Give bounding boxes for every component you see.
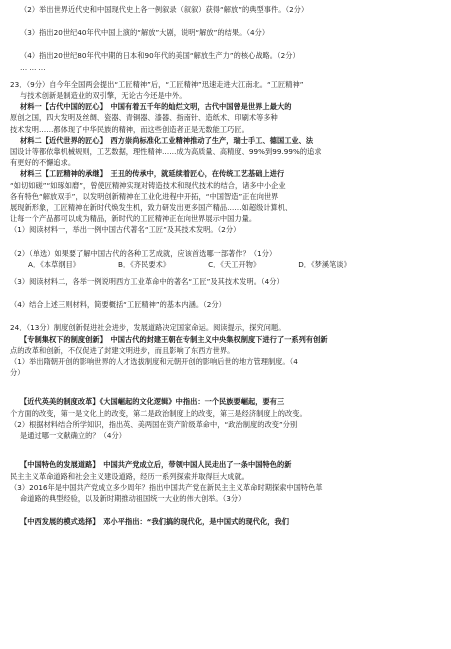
q23-part3: （3）阅读材料二，各举一例说明西方工业革命中的著名“工匠”及其技术发明。（4分） [10,277,284,287]
q24-part1-cont: 分） [10,368,25,378]
q24-part3: （3）2016年是中国共产党成立多少周年？指出中国共产党在新民主主义革命时期探索中国特色革 [10,482,323,492]
q23-material2-l2: 国设计等都依靠机械规则，工艺数据，理性精神……成为高质量、高精度、99%到99.99%的追求 [10,147,322,157]
q24-part3-cont: 命道路的典型经验，以及新时期推动祖国统一大业的伟大创举。（3分） [20,493,246,503]
q23-material2: 材料二【近代世界的匠心】 西方崇尚标准化工业精神推动了生产，瑞士手工、德国工业、法 [20,135,314,145]
q24-section2-l2: 个方面的改变，第一是文化上的改变，第二是政治制度上的改变，第三是经济制度上的改变。 [10,408,307,418]
q23-material1-l3: 技术发明……都体现了中华民族的精神，而这些创造者正是无数能工巧匠。 [10,124,249,134]
q24-section1-l2: 点的改革和创新，不仅促进了封建文明进步，而且影响了东西方世界。 [10,345,235,355]
q22-part3: （3）指出20世纪40年代中国上演的“解放”大剧，说明“解放”的结果。（4分） [20,28,270,38]
q23-material3-l3: 各有特色“解放双手”，以发明创新精神在工业化进程中开拓，“中国智造”正在向世界 [10,191,279,201]
option-d: D．《梦溪笔谈》 [298,259,351,269]
q24-part1: （1）举出隋朝开创的影响世界的人才选拔制度和元朝开创的影响后世的地方管理制度。（4 [10,357,298,367]
option-b: B．《齐民要术》 [118,259,171,269]
q24-section3-l2: 民主主义革命道路和社会主义建设道路，经历一系列探索并取得巨大成就。 [10,471,249,481]
q23-part1: （1）阅读材料一，举出一例中国古代著名“工匠”及其技术发明。（2分） [10,225,241,235]
q23-stem: 23．（9分）自今年全国两会提出“工匠精神”后，“工匠精神”迅速走进大江南北。“工匠精神” [10,79,304,89]
option-a: A．《本草纲目》 [28,259,81,269]
q23-material3-l2: “如切如磋”“如琢如磨”，曾使匠精神实现对铸造技术和现代技术的结合，诸多中小企业 [10,180,286,190]
q22-part2: （2）举出世界近代史和中国现代史上各一例叙录（叙叙）获得“解放”的典型事件。（2分） [20,5,309,14]
ellipsis-mark: ……… [20,62,48,72]
q24-part2-cont: 是通过哪一文献确立的？（4分） [20,431,126,441]
q23-options [10,259,445,270]
q23-material3-l5: 让每一个产品都可以成为精品，新时代的工匠精神正在向世界展示中国力量。 [10,214,257,224]
q24-section4: 【中西发展的模式选择】 邓小平指出：“我们搞的现代化，是中国式的现代化，我们 [20,517,289,527]
q23-material1: 材料一【古代中国的匠心】 中国有着五千年的灿烂文明，古代中国曾是世界上最大的 [20,102,292,112]
q23-material1-l2: 原创之国，四大发明及丝绸、瓷器、青铜器、漆器、指南针、造纸术、印刷术等多种 [10,113,278,123]
q22-part4: （4）指出20世纪80年代中期的日本和90年代的美国“解放生产力”的核心战略。（2分） [20,51,300,61]
q23-part4: （4）结合上述三则材料，简要概括“工匠精神”的基本内涵。（2分） [10,300,226,310]
q23-material3: 材料三【工匠精神的承继】 王丑的传承中，就延续着匠心，在传统工艺基础上进行 [20,169,285,179]
q24-section1: 【专制集权下的制度创新】 中国古代的封建王朝在专制主义中央集权制度下进行了一系列有创新 [20,334,328,344]
q24-part2: （2）根据材料结合所学知识，指出英、美两国在资产阶级革命中，“政治制度的改变”分别 [10,419,298,429]
q24-stem: 24．（13分）制度创新促进社会进步，发展道路决定国家命运。阅读提示，探究问题。 [10,323,286,333]
option-c: C．《天工开物》 [208,259,261,269]
q23-material3-l4: 展现新形象，工匠精神在新时代焕发生机，致力研发出更多国产精品……如超级计算机、 [10,203,293,213]
q24-section3: 【中国特色的发展道路】 中国共产党成立后，带领中国人民走出了一条中国特色的新 [20,460,292,470]
q23-part2: （2）（单选）如果要了解中国古代的各种工艺成就，应该首选哪一部著作？（1分） [10,248,277,258]
q23-stem-cont: 与技术创新是制造业的双引擎，无论古今还是中外。 [20,91,187,101]
q23-material2-l3: 有更好的不懈追求。 [10,158,76,168]
q24-section2: 【近代英美的制度改革】《大国崛起的文化逻辑》中指出：一个民族要崛起，要有三 [20,397,285,407]
